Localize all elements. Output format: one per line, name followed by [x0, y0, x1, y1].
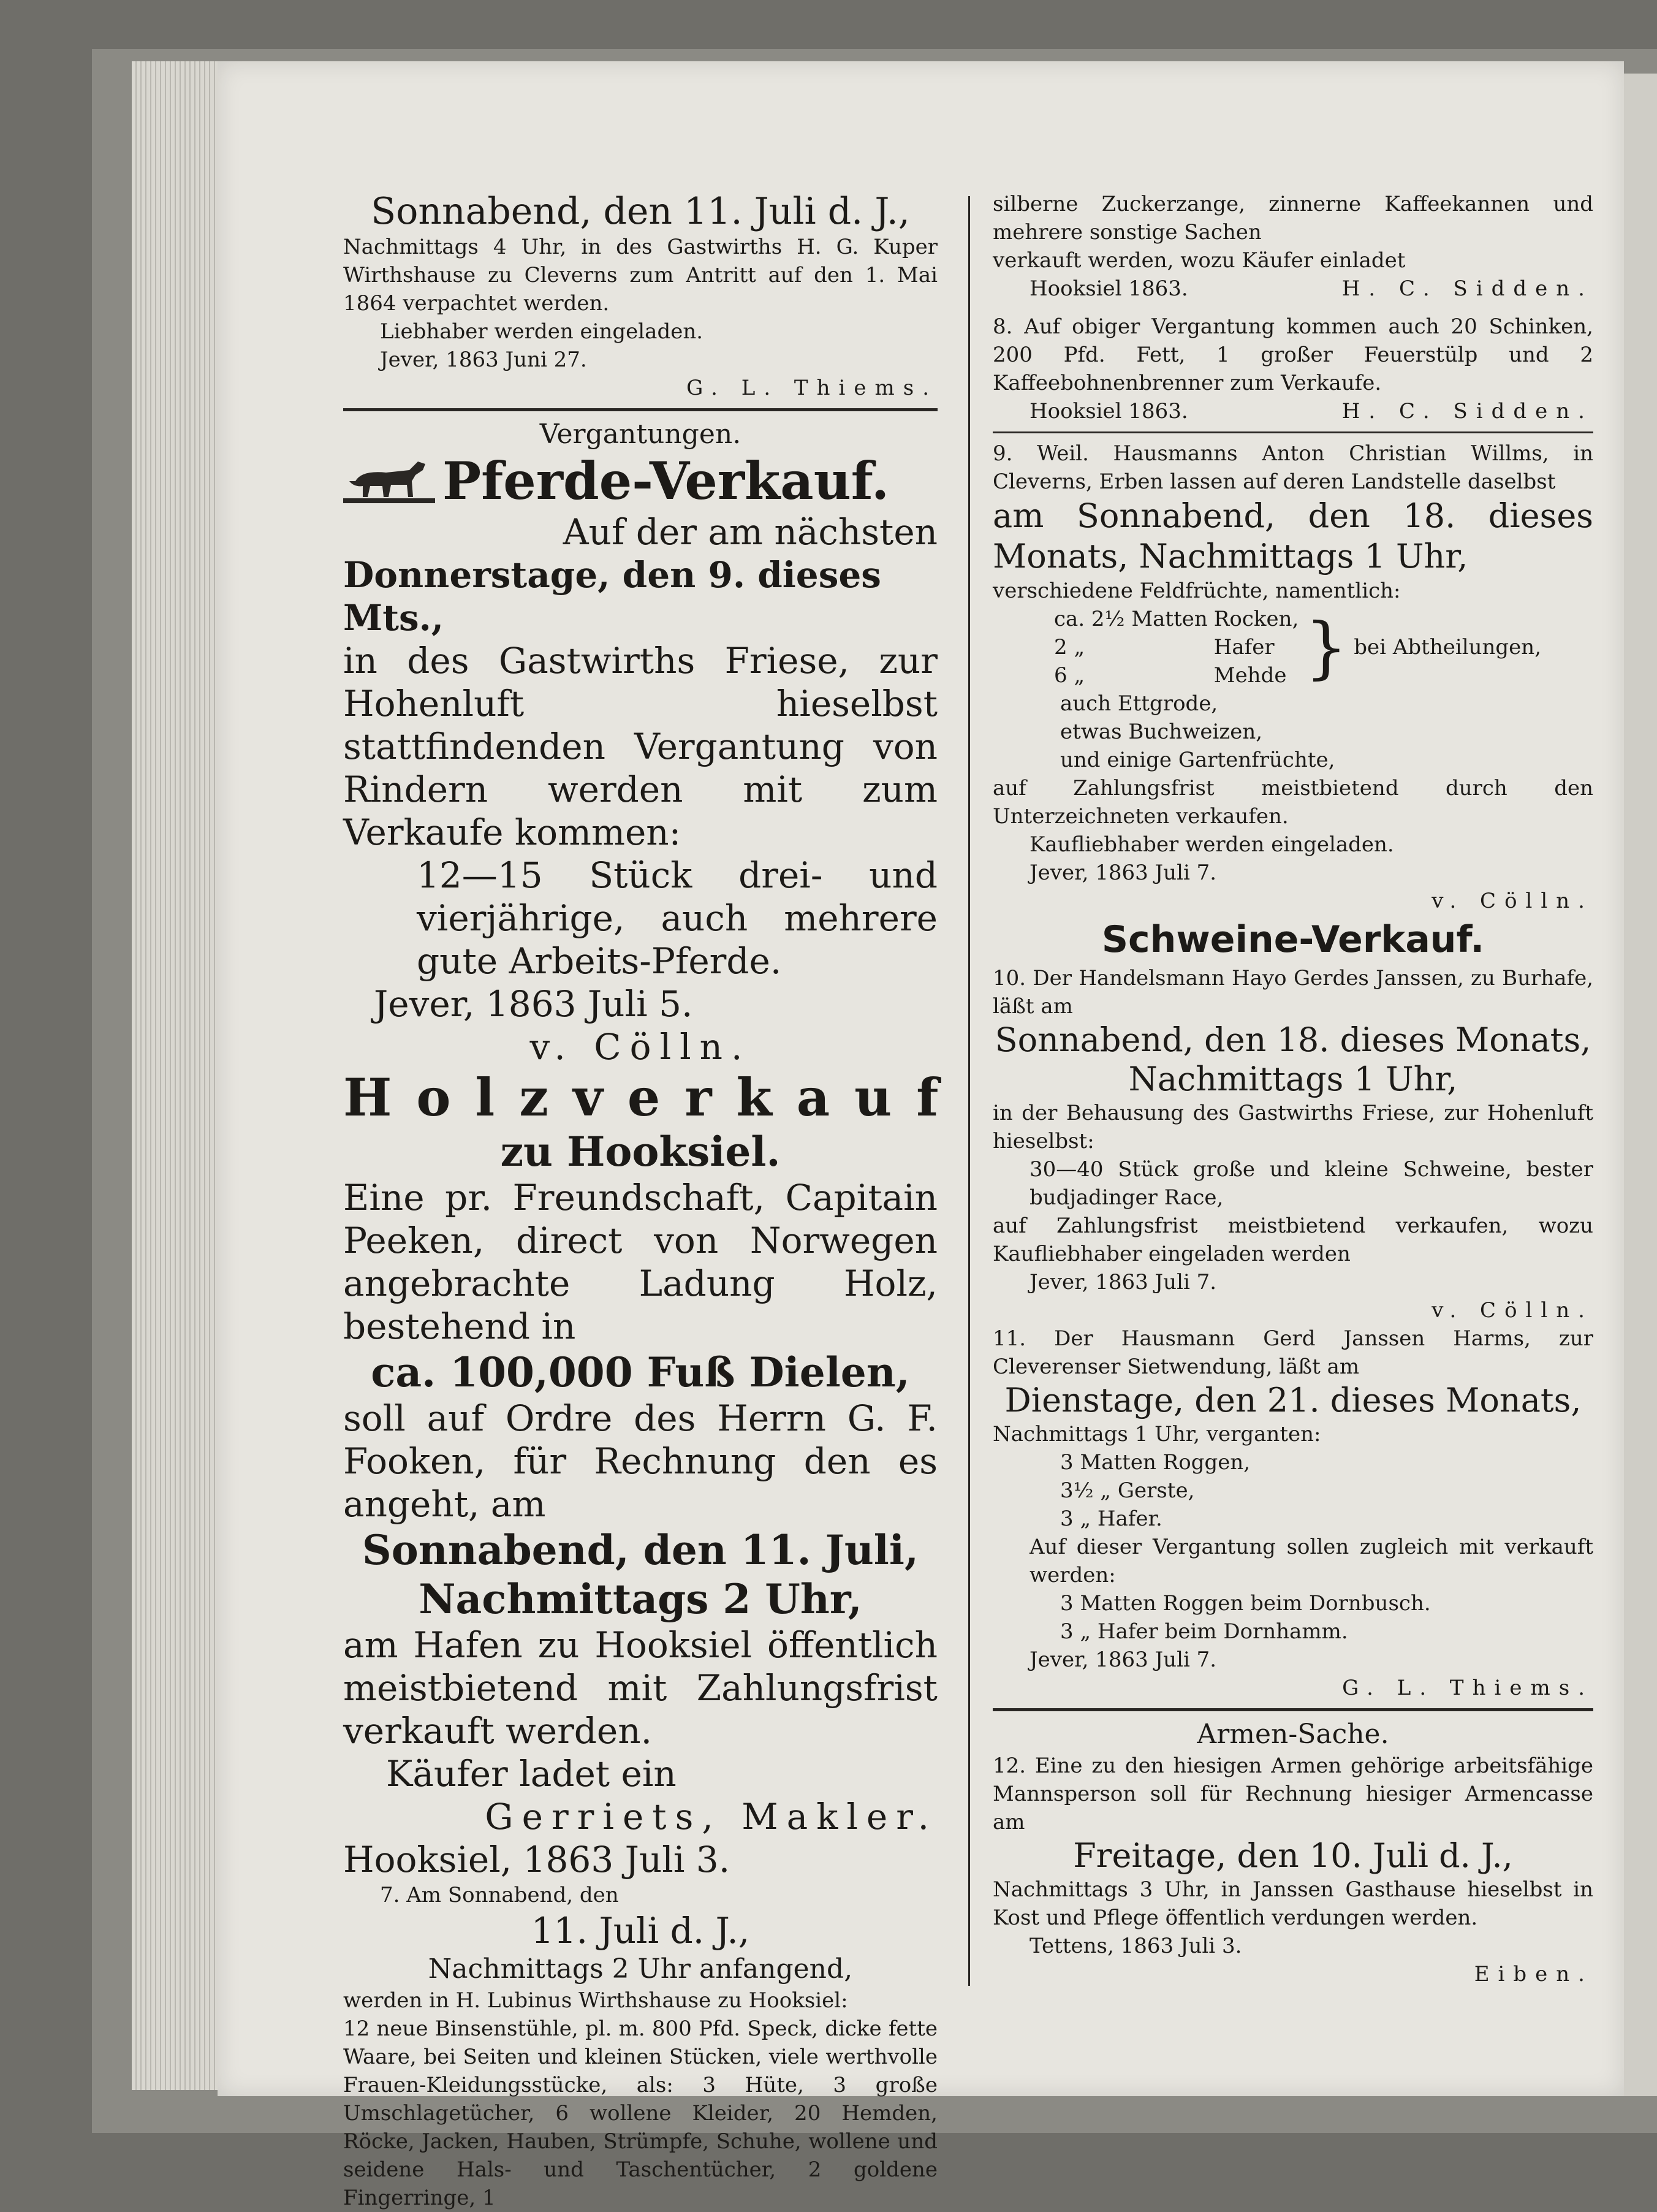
- pig-sale-text2: auf Zahlungsfrist meistbietend verkaufen, wozu Kaufliebhaber eingeladen werden: [993, 1214, 1593, 1266]
- auction9-invite: Kaufliebhaber werden eingeladen.: [1029, 832, 1394, 857]
- auction11-date: Jever, 1863 Juli 7.: [1029, 1648, 1217, 1672]
- separator: [993, 1708, 1593, 1711]
- poor-when: Freitage, den 10. Juli d. J.,: [1073, 1836, 1513, 1875]
- wood-sale-when1: Sonnabend, den 11. Juli,: [362, 1526, 919, 1574]
- auction11-signature: G. L. Thiems.: [1342, 1676, 1593, 1700]
- lease-heading: Sonnabend, den 11. Juli d. J.,: [371, 190, 910, 233]
- pig-sale-title: Schweine-Verkauf.: [1101, 918, 1485, 961]
- page-edges: [132, 61, 230, 2090]
- auction7-signature: H. C. Sidden.: [1341, 276, 1593, 301]
- auction7-items-cont: silberne Zuckerzange, zinnerne Kaffeekannen und mehrere sonstige Sachen: [993, 192, 1593, 245]
- auction8-signature: H. C. Sidden.: [1341, 399, 1593, 424]
- auction11-item2: 3½ „ Gerste,: [1060, 1478, 1195, 1503]
- horse-sale-date: Jever, 1863 Juli 5.: [374, 983, 693, 1025]
- extra1: auch Ettgrode,: [1060, 691, 1218, 716]
- auction11-item4: 3 Matten Roggen beim Dornbusch.: [1060, 1591, 1431, 1616]
- left-column: [343, 190, 963, 2212]
- pig-sale-date: Jever, 1863 Juli 7.: [1029, 1270, 1217, 1294]
- section-heading: Vergantungen.: [539, 419, 741, 450]
- auction11-also: Auf dieser Vergantung sollen zugleich mit verkauft werden:: [1029, 1535, 1593, 1587]
- auction8-footer: [993, 397, 1593, 425]
- auction7-time: Nachmittags 2 Uhr anfangend,: [428, 1953, 853, 1985]
- poor-text: 12. Eine zu den hiesigen Armen gehörige arbeitsfähige Mannsperson soll für Rechnung hiesiger Armencasse am: [993, 1754, 1593, 1834]
- wood-sale-buyer: Käufer ladet ein: [386, 1753, 677, 1795]
- auction9-text2: auf Zahlungsfrist meistbietend durch den Unterzeichneten verkaufen.: [993, 776, 1593, 829]
- extra3: und einige Gartenfrüchte,: [1060, 748, 1335, 772]
- grain-brace-label: bei Abtheilungen,: [1354, 635, 1541, 659]
- separator: [343, 408, 938, 411]
- wood-sale-text1: Eine pr. Freundschaft, Capitain Peeken, direct von Norwegen angebrachte Ladung Holz, bestehend in: [343, 1177, 938, 1347]
- horse-sale-title-row: [343, 452, 938, 511]
- column-divider: [968, 196, 970, 1986]
- auction9-text: 9. Weil. Hausmanns Anton Christian Willms, in Cleverns, Erben lassen auf deren Landstelle daselbst: [993, 441, 1593, 494]
- separator: [993, 431, 1593, 433]
- auction11-item5: 3 „ Hafer beim Dornhamm.: [1060, 1619, 1348, 1644]
- auction9-list-intro: verschiedene Feldfrüchte, namentlich:: [993, 579, 1401, 603]
- auction7-sold: verkauft werden, wozu Käufer einladet: [993, 248, 1406, 273]
- auction7-date: 11. Juli d. J.,: [531, 1910, 750, 1952]
- extra2: etwas Buchweizen,: [1060, 720, 1263, 744]
- grain-table: [1054, 605, 1547, 690]
- horse-sale-line1: Auf der am nächsten: [563, 511, 938, 553]
- grain3-name: Mehde: [1213, 663, 1287, 688]
- poor-text2: Nachmittags 3 Uhr, in Janssen Gasthause hieselbst in Kost und Pflege öffentlich verdungen werden.: [993, 1877, 1593, 1930]
- wood-sale-text3: am Hafen zu Hooksiel öffentlich meistbietend mit Zahlungsfrist verkauft werden.: [343, 1624, 938, 1752]
- wood-sale-subtitle: zu Hooksiel.: [500, 1128, 781, 1176]
- lease-date: Jever, 1863 Juni 27.: [380, 348, 587, 372]
- wood-sale-amount: ca. 100,000 Fuß Dielen,: [371, 1348, 910, 1396]
- auction7-intro: 7. Am Sonnabend, den: [380, 1883, 619, 1907]
- horse-sale-title: Pferde-Verkauf.: [442, 450, 890, 511]
- brace-glyph: }: [1305, 608, 1348, 686]
- auction9-when: am Sonnabend, den 18. dieses Monats, Nachmittags 1 Uhr,: [993, 496, 1593, 576]
- auction11-time: Nachmittags 1 Uhr, verganten:: [993, 1422, 1321, 1446]
- auction7-place: werden in H. Lubinus Wirthshause zu Hooksiel:: [343, 1988, 848, 2013]
- pig-sale-when1: Sonnabend, den 18. dieses Monats,: [995, 1020, 1591, 1059]
- right-column: [993, 190, 1593, 1988]
- grain1-qty: ca. 2½ Matten: [1054, 607, 1208, 631]
- facing-page-edge: [1624, 74, 1657, 2096]
- auction7-items: 12 neue Binsenstühle, pl. m. 800 Pfd. Speck, dicke fette Waare, bei Seiten und kleinen Stücken, viele werthvolle Frauen-Kleidungsstücke, als: 3 Hüte, 3 große Umschlagetücher, 6 wollene Kleider, 20 Hemden, Röcke, Jacken, Hauben, Strümpfe, Schuhe, wollene und seidene Hals- und Taschentücher, 2 goldene Fingerringe, 1: [343, 2016, 938, 2210]
- pig-sale-items: 30—40 Stück große und kleine Schweine, bester budjadinger Race,: [1029, 1157, 1593, 1210]
- auction7-place-date: Hooksiel 1863.: [1029, 276, 1188, 301]
- lease-text: Nachmittags 4 Uhr, in des Gastwirths H. G. Kuper Wirthshause zu Cleverns zum Antritt auf den 1. Mai 1864 verpachtet werden.: [343, 235, 938, 316]
- auction8-text: 8. Auf obiger Vergantung kommen auch 20 Schinken, 200 Pfd. Fett, 1 großer Feuerstülp und 2 Kaffeebohnenbrenner zum Verkaufe.: [993, 314, 1593, 395]
- pig-sale-signature: v. Cölln.: [1431, 1298, 1593, 1323]
- grain2-name: Hafer: [1213, 635, 1275, 659]
- poor-date: Tettens, 1863 Juli 3.: [1029, 1934, 1242, 1958]
- auction9-date: Jever, 1863 Juli 7.: [1029, 861, 1217, 885]
- horse-sale-signature: v. Cölln.: [529, 1026, 751, 1068]
- auction11-when: Dienstage, den 21. dieses Monats,: [1004, 1381, 1582, 1420]
- lease-signature: G. L. Thiems.: [686, 376, 938, 400]
- poor-section-heading: Armen-Sache.: [1197, 1719, 1389, 1750]
- pig-sale-text: 10. Der Handelsmann Hayo Gerdes Janssen, zu Burhafe, läßt am: [993, 966, 1593, 1019]
- auction11-item3: 3 „ Hafer.: [1060, 1507, 1162, 1531]
- auction8-place-date: Hooksiel 1863.: [1029, 399, 1188, 424]
- wood-sale-date: Hooksiel, 1863 Juli 3.: [343, 1839, 730, 1880]
- poor-signature: Eiben.: [1474, 1962, 1593, 1986]
- wood-sale-when2: Nachmittags 2 Uhr,: [419, 1575, 862, 1623]
- horse-sale-text: in des Gastwirths Friese, zur Hohenluft hieselbst stattfindenden Vergantung von Rindern werden mit zum Verkaufe kommen:: [343, 640, 938, 853]
- auction9-signature: v. Cölln.: [1431, 889, 1593, 913]
- grain1-name: Rocken,: [1213, 607, 1299, 631]
- auction7-footer: [993, 275, 1593, 303]
- grain2-qty: 2 „: [1054, 635, 1085, 659]
- wood-sale-title: Holzverkauf: [343, 1067, 963, 1128]
- wood-sale-text2: soll auf Ordre des Herrn G. F. Fooken, für Rechnung den es angeht, am: [343, 1397, 938, 1525]
- pig-sale-when2: Nachmittags 1 Uhr,: [1128, 1060, 1458, 1098]
- lease-invite: Liebhaber werden eingeladen.: [380, 319, 703, 344]
- auction11-text: 11. Der Hausmann Gerd Janssen Harms, zur Cleverenser Sietwendung, läßt am: [993, 1326, 1593, 1379]
- pig-sale-place: in der Behausung des Gastwirths Friese, zur Hohenluft hieselbst:: [993, 1101, 1593, 1154]
- horse-icon: [343, 457, 435, 506]
- auction11-item1: 3 Matten Roggen,: [1060, 1450, 1251, 1475]
- horse-sale-items: 12—15 Stück drei- und vierjährige, auch mehrere gute Arbeits-Pferde.: [417, 854, 938, 982]
- wood-sale-agent: Gerriets, Makler.: [485, 1796, 938, 1838]
- horse-sale-line2: Donnerstage, den 9. dieses Mts.,: [343, 554, 881, 639]
- grain3-qty: 6 „: [1054, 663, 1085, 688]
